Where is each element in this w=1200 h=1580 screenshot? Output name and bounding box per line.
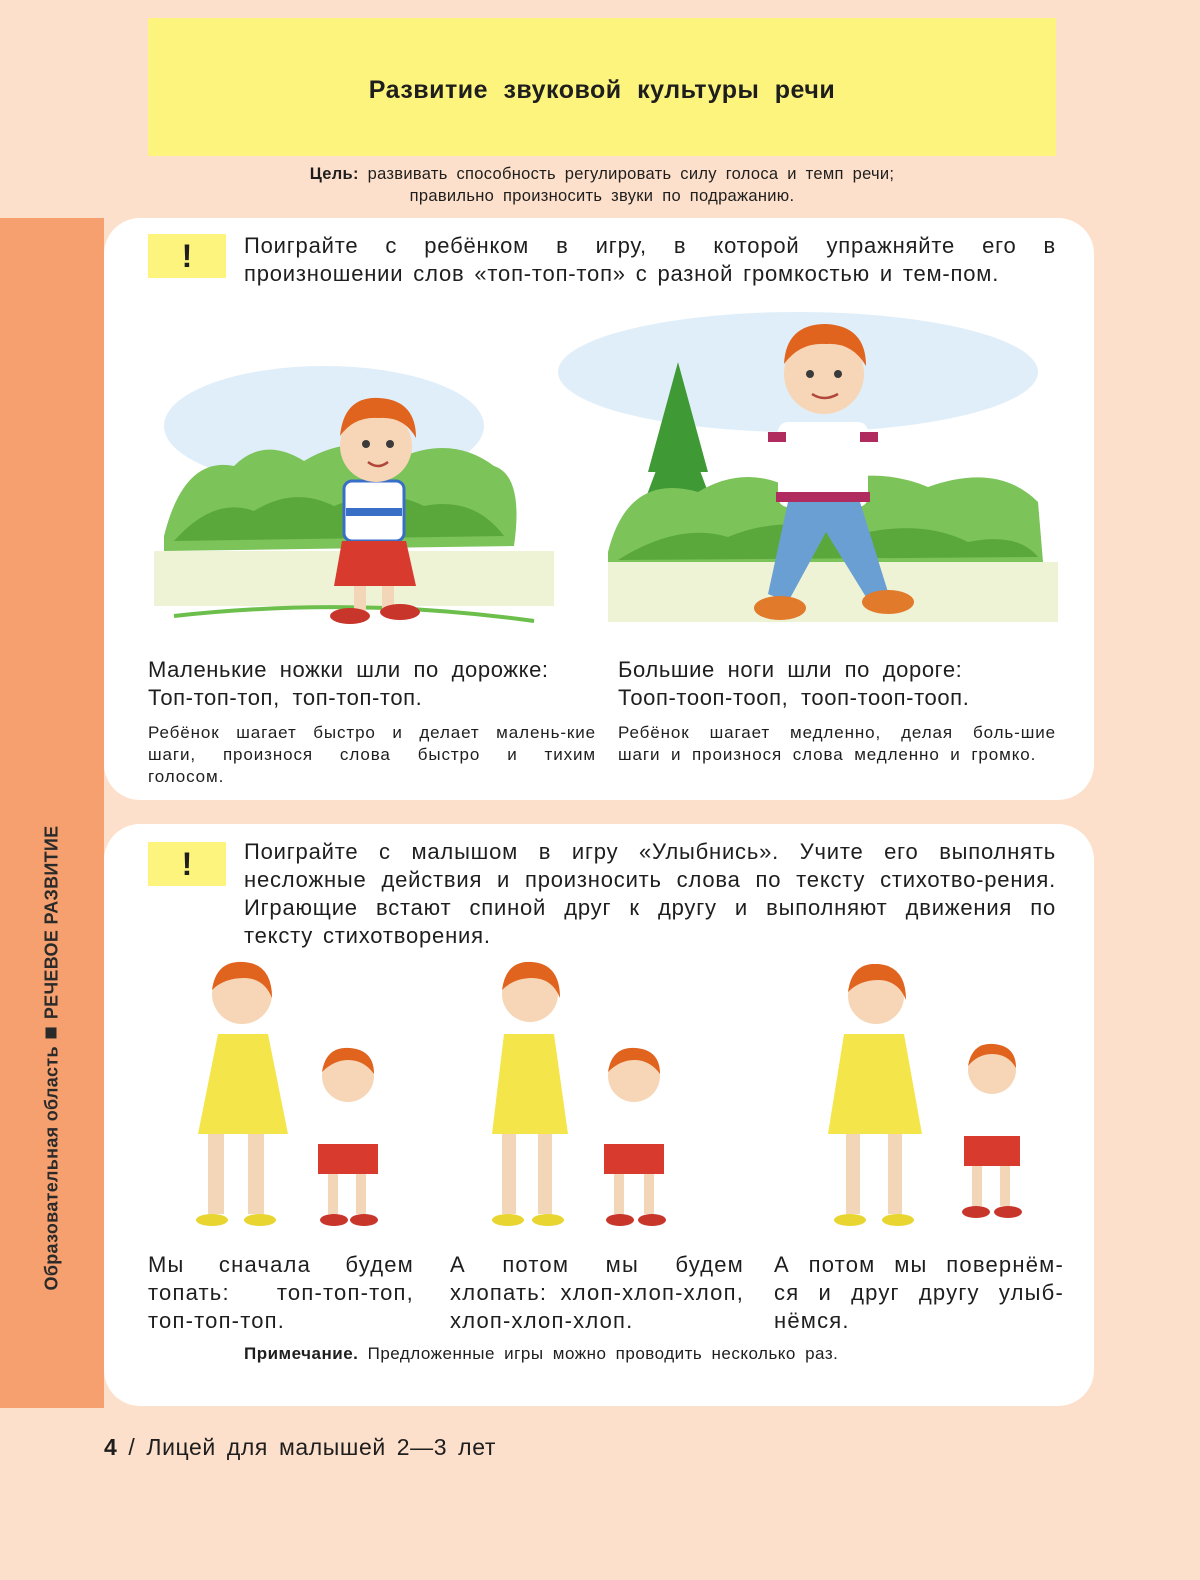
stomping-illustration <box>168 954 438 1234</box>
left-note: Ребёнок шагает быстро и делает малень-кие шаги, произнося слова быстро и тихим голосом. <box>148 723 596 786</box>
goal-line-1: развивать способность регулировать силу голоса и темп речи; <box>367 165 895 183</box>
small-boy-walking-illustration <box>154 336 554 636</box>
right-verse-line-2: Тооп-тооп-тооп, тооп-тооп-тооп. <box>618 685 970 710</box>
footnote-text: Предложенные игры можно проводить несколько раз. <box>367 1344 839 1363</box>
goal-block <box>148 163 1056 207</box>
sidebar-band <box>0 218 104 1408</box>
exclamation-icon: ! <box>148 234 226 278</box>
page-number: 4 <box>104 1434 118 1460</box>
game2-instruction: Поиграйте с малышом в игру «Улыбнись». Учите его выполнять несложные действия и произносить слова по тексту стихотво-рения. Играющие встают спиной друг к другу и выполняют движения по тексту стихотворения. <box>244 839 1056 948</box>
game1-instruction: Поиграйте с ребёнком в игру, в которой упражняйте его в произношении слов «топ-топ-топ» с разной громкостью и тем-пом. <box>244 233 1056 286</box>
game-card-1 <box>104 218 1094 800</box>
right-verse-line-1: Большие ноги шли по дороге: <box>618 657 963 682</box>
caption-smile: А потом мы повернём-ся и друг другу улыб-нёмся. <box>774 1252 1064 1333</box>
clapping-illustration <box>464 954 724 1234</box>
left-verse-line-2: Топ-топ-топ, топ-топ-топ. <box>148 685 423 710</box>
big-boy-walking-illustration <box>548 302 1058 642</box>
caption-clap: А потом мы будем хлопать: хлоп-хлоп-хлоп, хлоп-хлоп-хлоп. <box>450 1252 745 1333</box>
left-verse <box>148 656 549 712</box>
footnote <box>244 1344 838 1364</box>
exclamation-icon: ! <box>148 842 226 886</box>
page-footer <box>104 1434 496 1461</box>
left-verse-line-1: Маленькие ножки шли по дорожке: <box>148 657 549 682</box>
title-band <box>148 18 1056 156</box>
caption-stomp: Мы сначала будем топать: топ-топ-топ, топ-топ-топ. <box>148 1252 414 1333</box>
right-note: Ребёнок шагает медленно, делая боль-шие шаги и произнося слова медленно и громко. <box>618 723 1056 764</box>
smiling-illustration <box>804 964 1054 1234</box>
goal-label: Цель: <box>309 165 359 183</box>
series-title: / Лицей для малышей 2—3 лет <box>128 1434 496 1460</box>
goal-line-2: правильно произносить звуки по подражанию. <box>409 187 795 205</box>
square-bullet-icon <box>46 1027 57 1038</box>
footnote-label: Примечание. <box>244 1344 359 1363</box>
right-verse <box>618 656 969 712</box>
game-card-2 <box>104 824 1094 1406</box>
page-title: Развитие звуковой культуры речи <box>368 75 836 104</box>
sidebar-prefix: Образовательная область <box>41 1046 62 1291</box>
sidebar-label <box>42 826 63 1291</box>
sidebar-section: РЕЧЕВОЕ РАЗВИТИЕ <box>41 825 62 1020</box>
